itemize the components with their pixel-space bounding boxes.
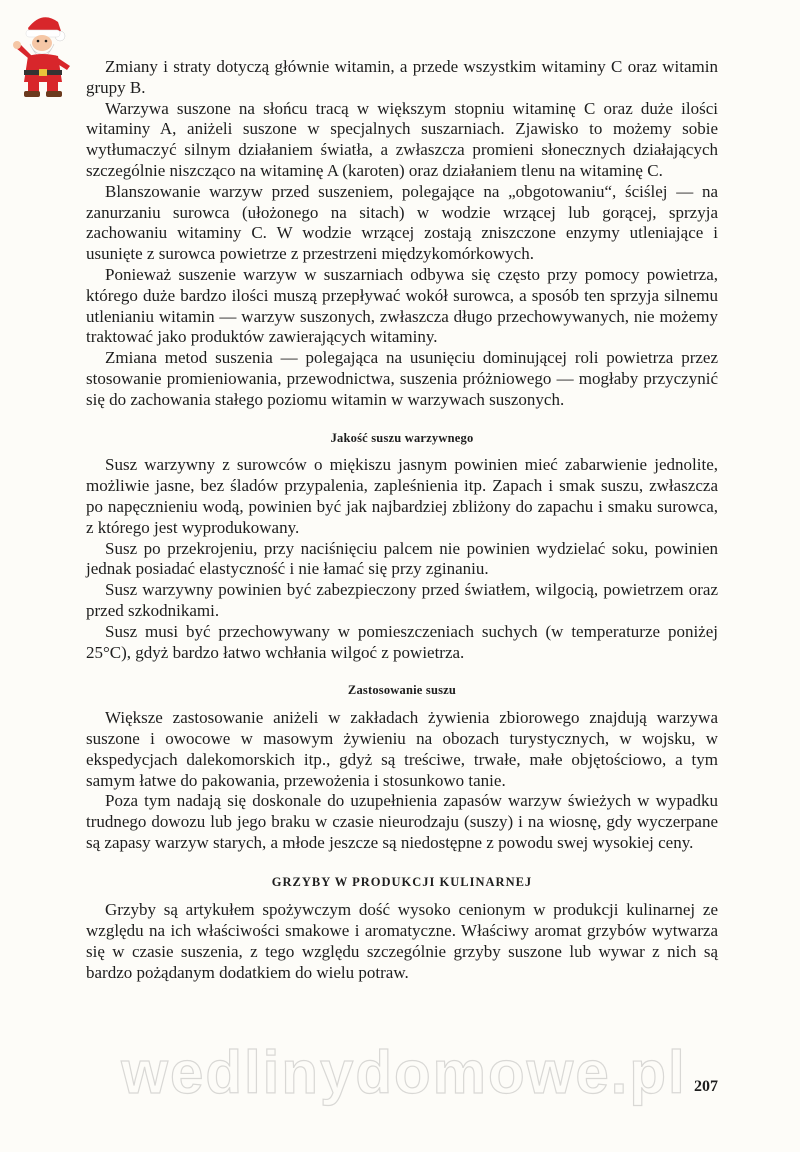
page-text	[86, 57, 718, 984]
paragraph: Większe zastosowanie aniżeli w zakładach żywienia zbiorowego znajdują warzywa suszone i owocowe w masowym żywieniu na obozach turystycznych, w wojsku, w ekspedycjach dalekomorskich itp., gdyż są treściwe, trwałe, małe objętościowo, a tym samym łatwe do pakowania, przewożenia i stosunkowo tanie.	[86, 708, 718, 790]
paragraph: Poza tym nadają się doskonale do uzupełnienia zapasów warzyw świeżych w wypadku trudnego dowozu lub jego braku w czasie nieurodzaju (suszy) i na wiosnę, gdy wyczerpane są zapasy warzyw starych, a młode jeszcze są niedostępne z powodu swej wysokiej ceny.	[86, 791, 718, 852]
paragraph: Susz musi być przechowywany w pomieszczeniach suchych (w temperaturze poniżej 25°C), gdyż bardzo łatwo wchłania wilgoć z powietrza.	[86, 621, 718, 662]
section-heading: Jakość suszu warzywnego	[330, 430, 474, 445]
paragraph: Susz warzywny z surowców o miękiszu jasnym powinien mieć zabarwienie jednolite, możliwie jasne, bez śladów przypalenia, zapleśnienia itp. Zapach i smak suszu, zwłaszcza po napęcznieniu wodą, powinien być jak najbardziej zbliżony do zapachu i smaku surowca, z którego jest wyprodukowany.	[86, 455, 718, 537]
chapter-heading: GRZYBY W PRODUKCJI KULINARNEJ	[271, 874, 533, 889]
watermark: wedlinydomowe.pl	[121, 1039, 687, 1106]
paragraph: Susz po przekrojeniu, przy naciśnięciu palcem nie powinien wydzielać soku, powinien jednak posiadać elastyczność i nie łamać się przy zginaniu.	[86, 538, 718, 579]
section-heading: Zastosowanie suszu	[347, 683, 457, 698]
paragraph: Zmiana metod suszenia — polegająca na usunięciu dominującej roli powietrza przez stosowanie promieniowania, przewodnictwa, suszenia próżniowego — mogłaby przyczynić się do zachowania stałego poziomu witamin w warzywach suszonych.	[86, 348, 718, 409]
paragraph: Blanszowanie warzyw przed suszeniem, polegające na „obgotowaniu“, ściślej — na zanurzaniu surowca (ułożonego na sitach) w wodzie wrzącej lub gorącej, sprzyja zachowaniu witaminy C. W wodzie wrzącej zostają zniszczone enzymy utleniające i usunięte z surowca powietrze z przestrzeni międzykomórkowych.	[86, 181, 718, 264]
paragraph: Zmiany i straty dotyczą głównie witamin, a przede wszystkim witaminy C oraz witamin grupy B.	[86, 57, 718, 97]
paragraph: Warzywa suszone na słońcu tracą w większym stopniu witaminę C oraz duże ilości witaminy A, aniżeli suszone w specjalnych suszarniach. Zjawisko to możemy sobie wytłumaczyć silnym działaniem światła, a zwłaszcza promieni słonecznych działających szczególnie niszcząco na witaminę A (karoten) oraz działaniem tlenu na witaminę C.	[86, 98, 718, 180]
page-number: 207	[694, 1078, 718, 1095]
santa-claus-icon	[6, 8, 78, 100]
paragraph: Ponieważ suszenie warzyw w suszarniach odbywa się często przy pomocy powietrza, którego duże bardzo ilości muszą przepływać wokół surowca, a sposób ten sprzyja silnemu utlenianiu witamin — warzyw suszonych, zwłaszcza długo przechowywanych, nie możemy traktować jako produktów zawierających witaminy.	[86, 264, 718, 347]
paragraph: Grzyby są artykułem spożywczym dość wysoko cenionym w produkcji kulinarnej ze względu na ich właściwości smakowe i aromatyczne. Właściwy aromat grzybów wytwarza się w czasie suszenia, z tego względu szczególnie grzyby suszone lub wywar z nich są bardzo pożądanym dodatkiem do wielu potraw.	[86, 900, 718, 982]
paragraph: Susz warzywny powinien być zabezpieczony przed światłem, wilgocią, powietrzem oraz przed szkodnikami.	[86, 580, 718, 620]
